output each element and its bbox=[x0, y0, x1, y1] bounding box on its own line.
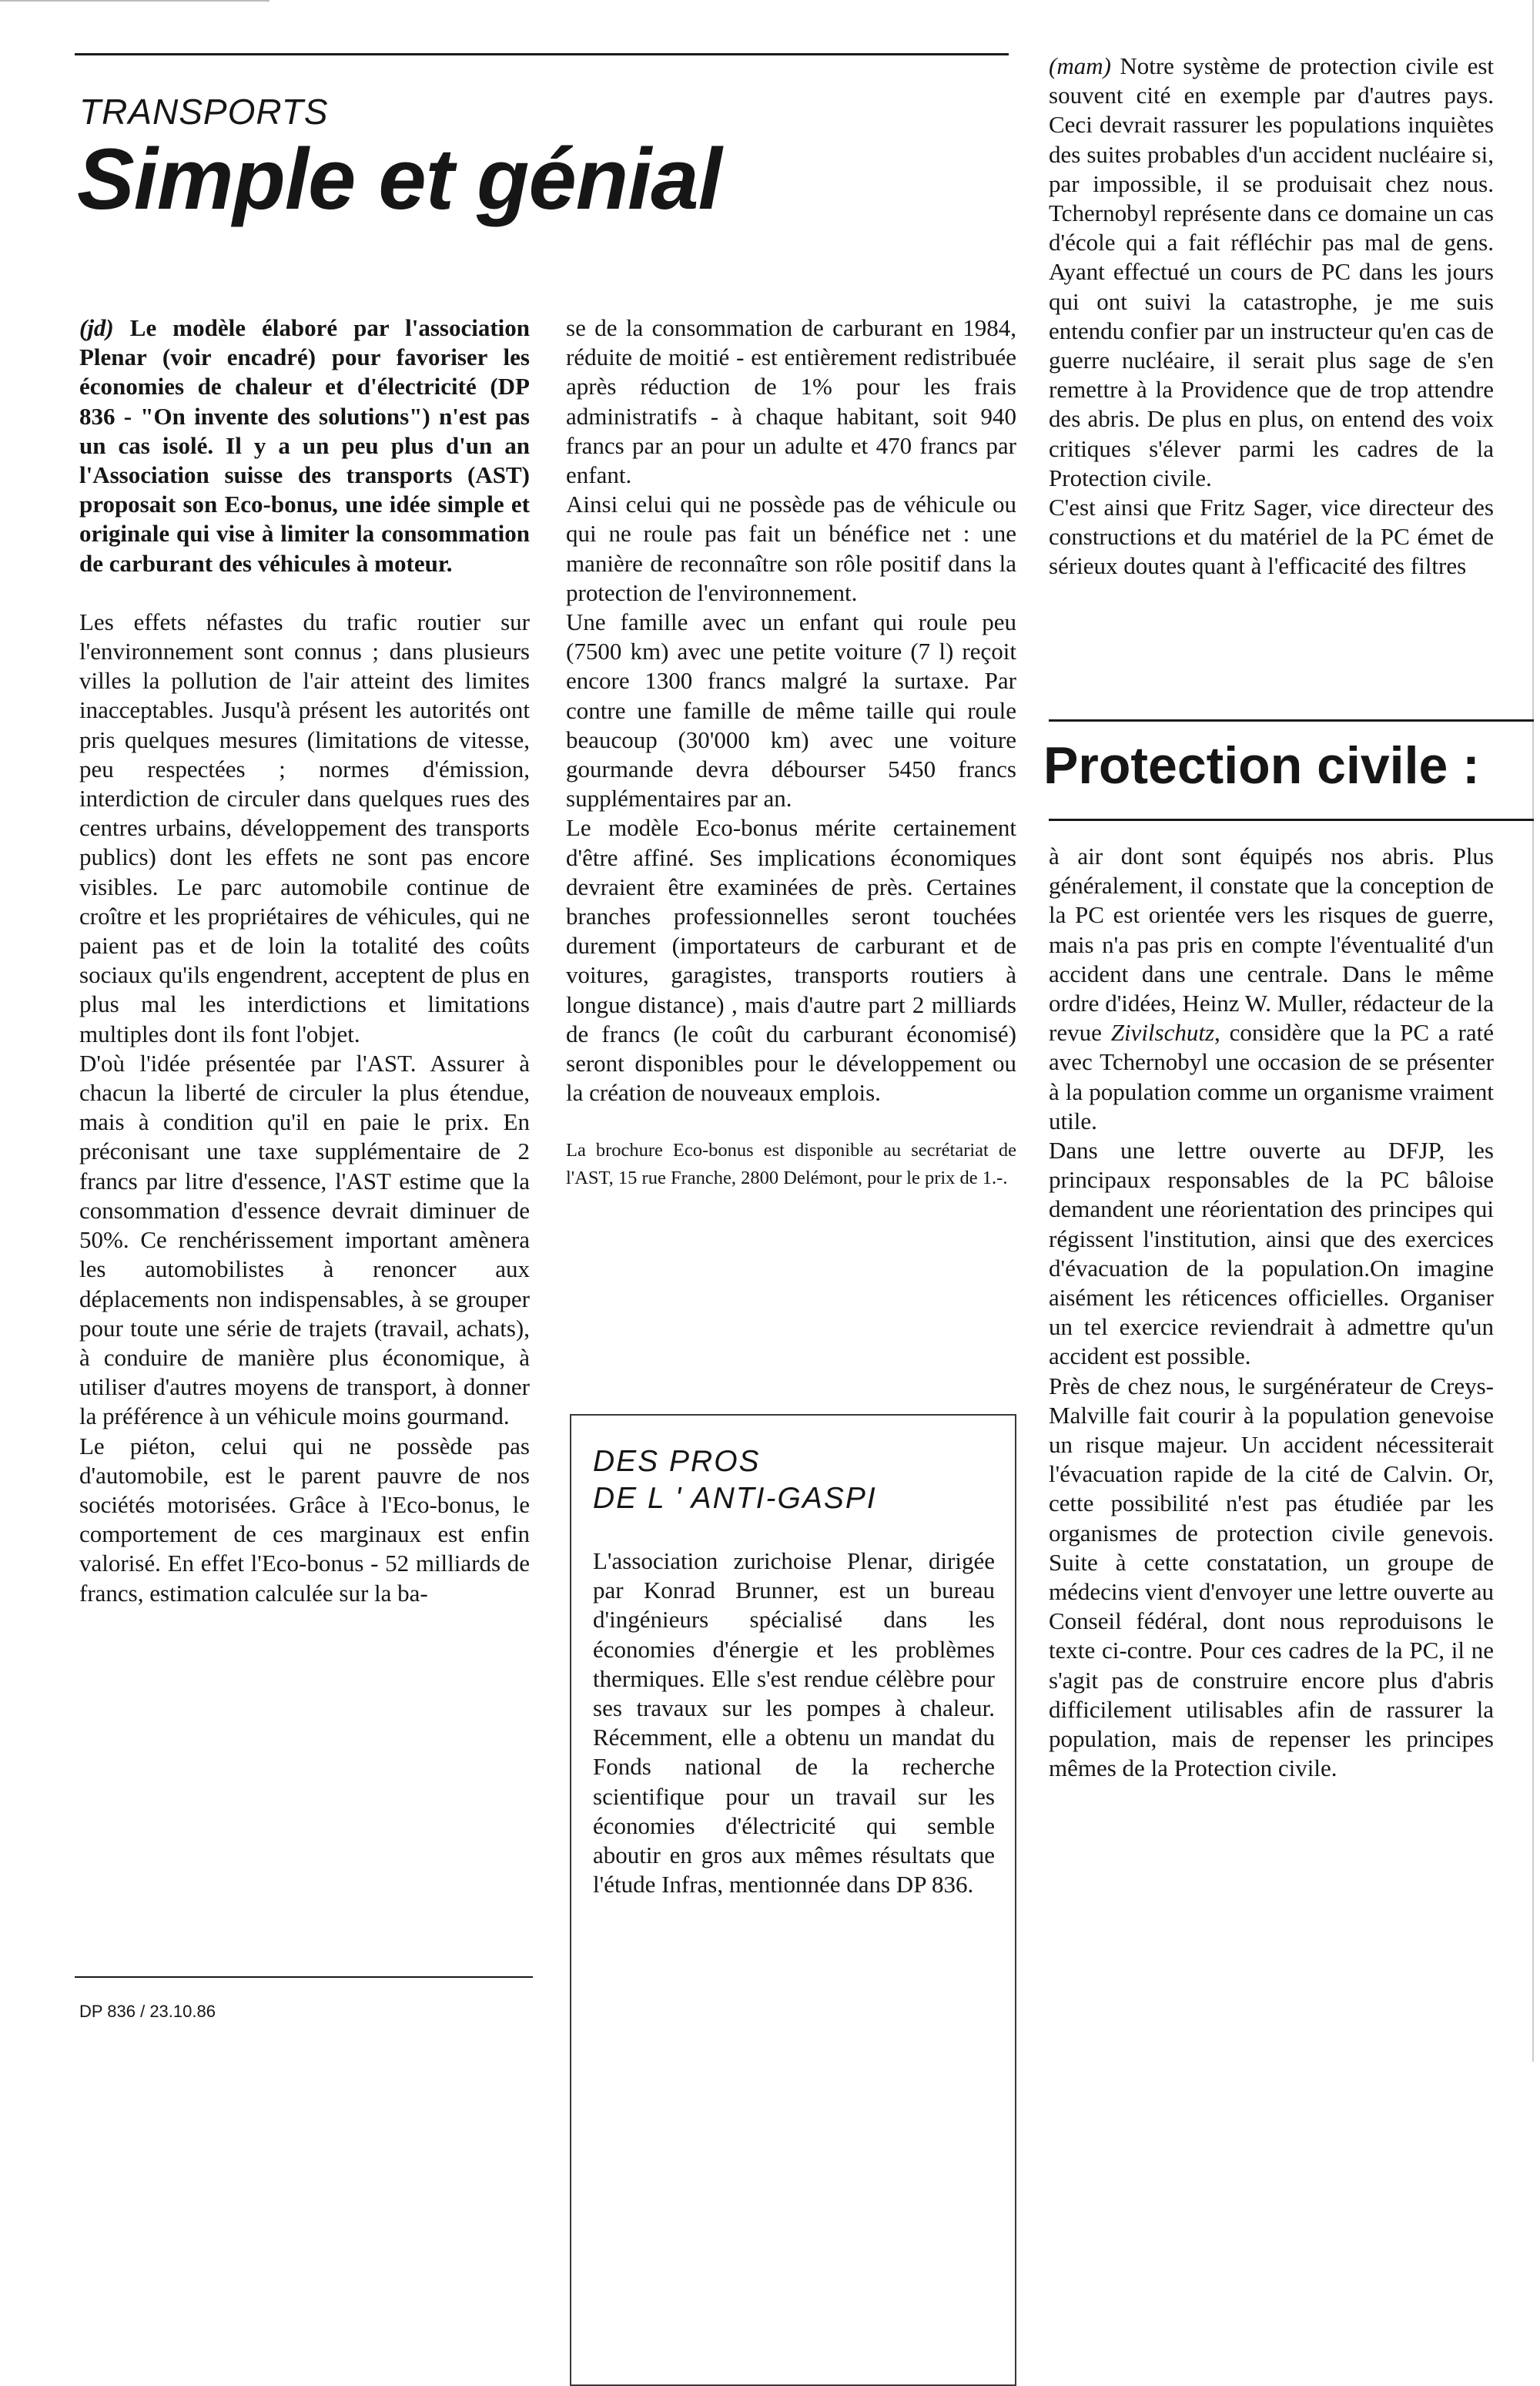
article-title: Simple et génial bbox=[77, 131, 721, 227]
protection-top-text bbox=[1049, 52, 1494, 581]
protection-text-part: , considère que la PC a raté avec Tchernobyl une occasion de se présenter à la population comme un organisme vraiment utile. bbox=[1049, 1019, 1494, 1134]
protection-paragraph: Près de chez nous, le surgénérateur de Creys-Malville fait courir à la population genevoise un risque majeur. Un accident nécessiterait l'évacuation rapide de la cité de Calvin. Or, cette possibilité n'est pas étudiée par les organismes de protection civile genevois. Suite à cette constatation, un groupe de médecins vient d'envoyer une lettre ouverte au Conseil fédéral, dont nous reproduisons le texte ci-contre. Pour ces cadres de la PC, il ne s'agit pas de construire encore plus d'abris difficilement utilisables afin de rassurer la population, mais de repenser les principes mêmes de la Protection civile. bbox=[1049, 1372, 1494, 1782]
box-title-line-2: DE L ' ANTI-GASPI bbox=[593, 1482, 877, 1515]
col1-paragraph: Le piéton, celui qui ne possède pas d'automobile, est le parent pauvre de nos sociétés motorisées. Grâce à l'Eco-bonus, le comportement de ces marginaux est enfin valorisé. En effet l'Eco-bonus - 52 milliards de francs, estimation calculée sur la ba- bbox=[79, 1432, 530, 1607]
protection-title-rule-bottom bbox=[1049, 819, 1534, 821]
article-intro bbox=[79, 313, 530, 578]
col2-paragraph: se de la consommation de carburant en 1984, réduite de moitié - est entièrement redistribuée après réduction de 1% pour les frais administratifs - à chaque habitant, soit 940 francs par an pour un adulte et 470 francs par enfant. bbox=[566, 314, 1016, 489]
top-edge-mark bbox=[0, 0, 270, 2]
note-gap bbox=[566, 1108, 1016, 1137]
brochure-note: La brochure Eco-bonus est disponible au secrétariat de l'AST, 15 rue Franche, 2800 Delémont, pour le prix de 1.-. bbox=[566, 1140, 1016, 1189]
page-edge bbox=[1532, 0, 1534, 2062]
article-column-1 bbox=[79, 313, 530, 1608]
col2-paragraph: Le modèle Eco-bonus mérite certainement d'être affiné. Ses implications économiques devraient être examinées de près. Certaines branches professionnelles seront touchées durement (importateurs de carburant et de voitures, garagistes, transports routiers à longue distance) , mais d'autre part 2 milliards de francs (le coût du carburant économisé) seront disponibles pour le développement ou la création de nouveaux emplois. bbox=[566, 814, 1016, 1107]
top-rule-left bbox=[75, 53, 1009, 55]
protection-author: (mam) bbox=[1049, 52, 1111, 79]
intro-text: Le modèle élaboré par l'association Plenar (voir encadré) pour favoriser les économies de chaleur et d'électricité (DP 836 - "On invente des solutions") n'est pas un cas isolé. Il y a un peu plus d'un an l'Association suisse des transports (AST) proposait son Eco-bonus, une idée simple et originale qui vise à limiter la consommation de carburant des véhicules à moteur. bbox=[79, 314, 531, 577]
box-title bbox=[593, 1443, 877, 1517]
section-kicker: TRANSPORTS bbox=[79, 92, 329, 132]
article-column-2 bbox=[566, 313, 1016, 1192]
protection-title: Protection civile : bbox=[1043, 736, 1480, 795]
protection-intro-text: Notre système de protection civile est souvent cité en exemple par d'autres pays. Ceci devrait rassurer les populations inquiètes des suites probables d'un accident nucléaire si, par impossible, il se produisait chez nous. Tchernobyl représente dans ce domaine un cas d'école qui a fait réfléchir pas mal de gens. Ayant effectué un cours de PC dans les jours qui ont suivi la catastrophe, je me suis entendu confier par un instructeur qu'en cas de guerre nucléaire, il serait plus sage de s'en remettre à la Providence que de trop attendre des abris. De plus en plus, on entend des voix critiques s'élever parmi les cadres de la Protection civile. bbox=[1049, 52, 1495, 491]
protection-bottom-text bbox=[1049, 842, 1494, 1784]
protection-text-part: à air dont sont équipés nos abris. Plus généralement, il constate que la conception de la PC est orientée vers les risques de guerre, mais n'a pas pris en compte l'éventualité d'un accident dans une centrale. Dans le même ordre d'idées, Heinz W. Muller, rédacteur de la revue bbox=[1049, 843, 1494, 1047]
column-1-bottom-rule bbox=[75, 1976, 533, 1978]
protection-paragraph: Dans une lettre ouverte au DFJP, les principaux responsables de la PC bâloise demandent une réorientation des principes qui régissent l'institution, ainsi que des exercices d'évacuation de la population.On imagine aisément les réticences officielles. Organiser un tel exercice reviendrait à admettre qu'un accident est possible. bbox=[1049, 1137, 1494, 1370]
anti-gaspi-box bbox=[570, 1414, 1016, 2386]
col1-paragraph: Les effets néfastes du trafic routier sur l'environnement sont connus ; dans plusieurs villes la pollution de l'air atteint des limites inacceptables. Jusqu'à présent les autorités ont pris quelques mesures (limitations de vitesse, peu respectées ; normes d'émission, interdiction de circuler dans quelques rues des centres urbains, développement des transports publics) dont les effets ne sont pas encore visibles. Le parc automobile continue de croître et les propriétaires de véhicules, qui ne paient pas et de loin la totalité des coûts sociaux qu'ils engendrent, acceptent de plus en plus mal les interdictions et limitations multiples dont ils font l'objet. bbox=[79, 608, 530, 1047]
journal-name: Zivilschutz bbox=[1110, 1019, 1215, 1047]
protection-paragraph: C'est ainsi que Fritz Sager, vice directeur des constructions et du matériel de la PC émet de sérieux doutes quant à l'efficacité des filtres bbox=[1049, 494, 1494, 580]
col1-paragraph: D'où l'idée présentée par l'AST. Assurer à chacun la liberté de circuler la plus étendue, mais à condition qu'il en paie le prix. En préconisant une taxe supplémentaire de 2 francs par litre d'essence, l'AST estime que la consommation d'essence devrait diminuer de 50%. Ce renchérissement important amènera les automobilistes à renoncer aux déplacements non indispensables, à se grouper pour toute une série de trajets (travail, achats), à conduire de manière plus économique, à utiliser d'autres moyens de transport, à donner la préférence à un véhicule moins gourmand. bbox=[79, 1049, 530, 1430]
col2-paragraph: Une famille avec un enfant qui roule peu (7500 km) avec une petite voiture (7 l) reçoit encore 1300 francs malgré la surtaxe. Par contre une famille de même taille qui roule beaucoup (30'000 km) avec une voiture gourmande devra débourser 5450 francs supplémentaires par an. bbox=[566, 608, 1016, 813]
protection-intro bbox=[1049, 52, 1494, 493]
col2-paragraph: Ainsi celui qui ne possède pas de véhicule ou qui ne roule pas fait un bénéfice net : une manière de reconnaître son rôle positif dans la protection de l'environnement. bbox=[566, 491, 1016, 606]
box-text: L'association zurichoise Plenar, dirigée par Konrad Brunner, est un bureau d'ingénieurs spécialisé dans les économies d'énergie et les problèmes thermiques. Elle s'est rendue célèbre pour ses travaux sur les pompes à chaleur. Récemment, elle a obtenu un mandat du Fonds national de la recherche scientifique pour un travail sur les économies d'électricité qui semble aboutir en gros aux mêmes résultats que l'étude Infras, mentionnée dans DP 836. bbox=[593, 1547, 995, 1898]
protection-title-rule-top bbox=[1049, 719, 1534, 722]
protection-paragraph bbox=[1049, 842, 1494, 1136]
box-title-line-1: DES PROS bbox=[593, 1445, 761, 1478]
page-footer: DP 836 / 23.10.86 bbox=[79, 2002, 216, 2021]
intro-gap bbox=[79, 578, 530, 608]
intro-author: (jd) bbox=[79, 314, 114, 341]
